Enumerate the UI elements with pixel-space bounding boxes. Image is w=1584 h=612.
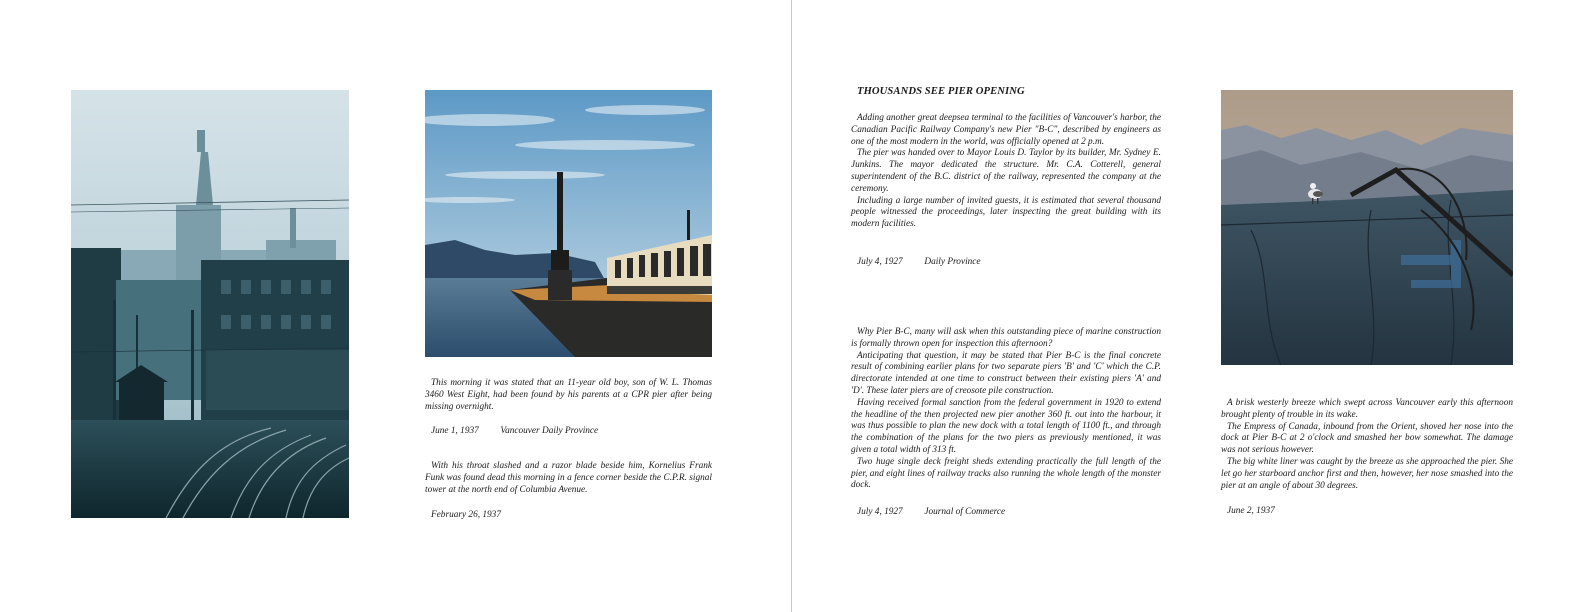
paragraph: Why Pier B-C, many will ask when this outstanding piece of marine construction is formally thrown open for inspection this afternoon? xyxy=(851,327,1161,349)
clip-funk xyxy=(425,461,712,496)
article-headline: THOUSANDS SEE PIER OPENING xyxy=(857,86,1025,97)
clip-source: Vancouver Daily Province xyxy=(500,426,599,436)
clip-missing-boy-text: This morning it was stated that an 11-year old boy, son of W. L. Thomas 3460 West Eight, had been found by his parents at a CPR pier after being missing overnight. xyxy=(425,378,712,412)
article-date: July 4, 1927 xyxy=(857,507,903,517)
article-empress-citation xyxy=(1227,505,1275,517)
paragraph: Anticipating that question, it may be stated that Pier B-C is the final concrete result of combining earlier plans for two separate piers 'B' and 'C' which the C.P. directorate intended at one time to construct between their existing piers 'A' and 'D'. These later piers are of creosote pile construction. xyxy=(851,350,1161,396)
clip-missing-boy xyxy=(425,378,712,413)
clip-date: June 1, 1937 xyxy=(431,426,479,436)
paragraph: Having received formal sanction from the federal government in 1920 to extend the headline of the then projected new pier another 360 ft. out into the harbour, it was thus possible to plan the new dock with a total length of 1100 ft., and through the combination of the plans for the two piers as previously mentioned, it was given a total width of 313 ft. xyxy=(851,397,1161,455)
paragraph: The pier was handed over to Mayor Louis D. Taylor by its builder, Mr. Sydney E. Junkins. The mayor dedicated the structure. Mr. C.A. Cotterell, general superintendent of the B.C. district of the railway, represented the company at the ceremony. xyxy=(851,148,1161,194)
article-date: June 2, 1937 xyxy=(1227,506,1275,516)
clip-funk-text: With his throat slashed and a razor blade beside him, Kornelius Frank Funk was found dead this morning in a fence corner beside the C.P.R. signal tower at the north end of Columbia Avenue. xyxy=(425,461,712,495)
clip-missing-boy-citation xyxy=(431,425,598,437)
article-date: July 4, 1927 xyxy=(857,257,903,267)
paragraph: A brisk westerly breeze which swept across Vancouver early this afternoon brought plenty of trouble in its wake. xyxy=(1221,398,1513,420)
clip-funk-citation xyxy=(431,509,501,521)
photo-gull-tarp xyxy=(1221,90,1513,365)
article-empress-of-canada xyxy=(1221,398,1513,492)
paragraph: Adding another great deepsea terminal to the facilities of Vancouver's harbor, the Canadian Pacific Railway Company's new Pier "B-C", described by engineers as one of the most modern in the world, was officially opened at 2 p.m. xyxy=(851,113,1161,147)
article-source: Journal of Commerce xyxy=(924,507,1006,517)
article-source: Daily Province xyxy=(924,257,981,267)
article-why-pier-bc xyxy=(851,327,1161,492)
article-pier-opening-citation xyxy=(857,256,981,268)
article-pier-opening xyxy=(851,113,1161,231)
photo-rail-yard xyxy=(71,90,349,518)
book-spine xyxy=(791,0,792,612)
photo-pier-crane xyxy=(425,90,712,357)
article-why-pier-bc-citation xyxy=(857,506,1005,518)
paragraph: The big white liner was caught by the breeze as she approached the pier. She let go her starboard anchor first and then, however, her nose smashed into the pier at an angle of about 30 degrees. xyxy=(1221,456,1513,491)
paragraph: Two huge single deck freight sheds extending practically the full length of the pier, and eight lines of railway tracks also running the whole length of the monster dock. xyxy=(851,456,1161,491)
paragraph: Including a large number of invited guests, it is estimated that several thousand people witnessed the proceedings, later inspecting the great building with its modern facilities. xyxy=(851,195,1161,230)
paragraph: The Empress of Canada, inbound from the Orient, shoved her nose into the dock at Pier B-C at 2 o'clock and smashed her bow somewhat. The damage was not serious however. xyxy=(1221,421,1513,456)
clip-date: February 26, 1937 xyxy=(431,510,501,520)
